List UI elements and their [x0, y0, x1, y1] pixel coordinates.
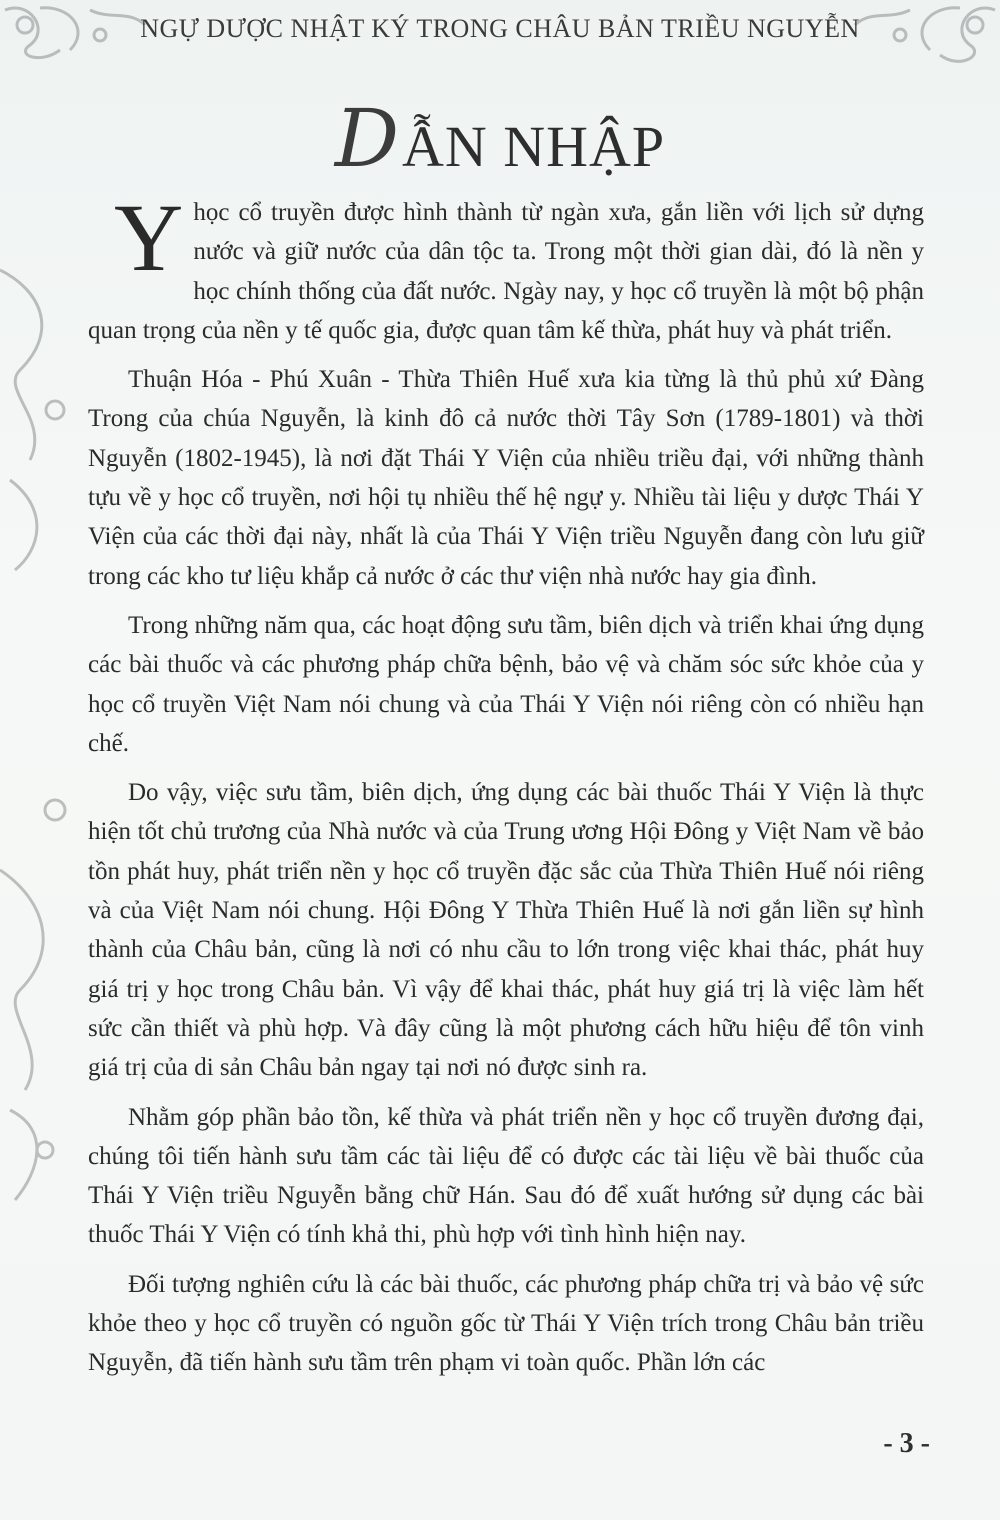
chapter-title	[0, 92, 1000, 185]
chapter-title-initial: D	[334, 92, 400, 185]
chapter-title-text: ẪN NHẬP	[401, 114, 666, 179]
drop-cap: Y	[114, 184, 184, 291]
body-text	[88, 184, 924, 1393]
page-number: - 3 -	[883, 1428, 930, 1459]
paragraph: Do vậy, việc sưu tầm, biên dịch, ứng dụng các bài thuốc Thái Y Viện là thực hiện tốt chủ trương của Nhà nước và của Trung ương Hội Đông y Việt Nam về bảo tồn phát huy, phát triển nền y học cổ truyền đặc sắc của Thừa Thiên Huế nói riêng và của Việt Nam nói chung. Hội Đông Y Thừa Thiên Huế là nơi gắn liền sự hình thành của Châu bản, cũng là nơi có nhu cầu to lớn trong việc khai thác, phát huy giá trị y học trong Châu bản. Vì vậy để khai thác, phát huy giá trị là việc làm hết sức cần thiết và phù hợp. Và đây cũng là một phương cách hữu hiệu để tôn vinh giá trị của di sản Châu bản ngay tại nơi nó được sinh ra.	[88, 779, 924, 1082]
paragraph: Y học cổ truyền được hình thành từ ngàn xưa, gắn liền với lịch sử dựng nước và giữ nước của dân tộc ta. Trong một thời gian dài, đó là nền y học chính thống của đất nước. Ngày nay, y học cổ truyền là một bộ phận quan trọng của nền y tế quốc gia, được quan tâm kế thừa, phát huy và phát triển.	[88, 184, 924, 344]
paragraph: Nhằm góp phần bảo tồn, kế thừa và phát triển nền y học cổ truyền đương đại, chúng tôi tiến hành sưu tầm các tài liệu để có được các tài liệu về bài thuốc của Thái Y Viện triều Nguyễn bằng chữ Hán. Sau đó để xuất hướng sử dụng các bài thuốc Thái Y Viện có tính khả thi, phù hợp với tình hình hiện nay.	[88, 1103, 924, 1249]
dragon-ornament-icon	[0, 250, 80, 1250]
paragraph: Đối tượng nghiên cứu là các bài thuốc, các phương pháp chữa trị và bảo vệ sức khỏe theo y học cổ truyền có nguồn gốc từ Thái Y Viện trích trong Châu bản triều Nguyễn, đã tiến hành sưu tầm trên phạm vi toàn quốc. Phần lớn các	[88, 1270, 924, 1377]
paragraph: Thuận Hóa - Phú Xuân - Thừa Thiên Huế xưa kia từng là thủ phủ xứ Đàng Trong của chúa Nguyễn, là kinh đô cả nước thời Tây Sơn (1789-1801) và thời Nguyễn (1802-1945), là nơi đặt Thái Y Viện của nhiều triều đại, với những thành tựu về y học cổ truyền, nơi hội tụ nhiều thế hệ ngự y. Nhiều tài liệu y dược Thái Y Viện của các thời đại này, nhất là của Thái Y Viện triều Nguyễn đang còn lưu giữ trong các kho tư liệu khắp cả nước ở các thư viện nhà nước hay gia đình.	[88, 366, 924, 590]
paragraph: Trong những năm qua, các hoạt động sưu tầm, biên dịch và triển khai ứng dụng các bài thuốc và các phương pháp chữa bệnh, bảo vệ và chăm sóc sức khỏe của y học cổ truyền Việt Nam nói chung và của Thái Y Viện nói riêng còn có nhiều hạn chế.	[88, 611, 924, 757]
running-header: NGỰ DƯỢC NHẬT KÝ TRONG CHÂU BẢN TRIỀU NGUYỄN	[140, 14, 860, 43]
